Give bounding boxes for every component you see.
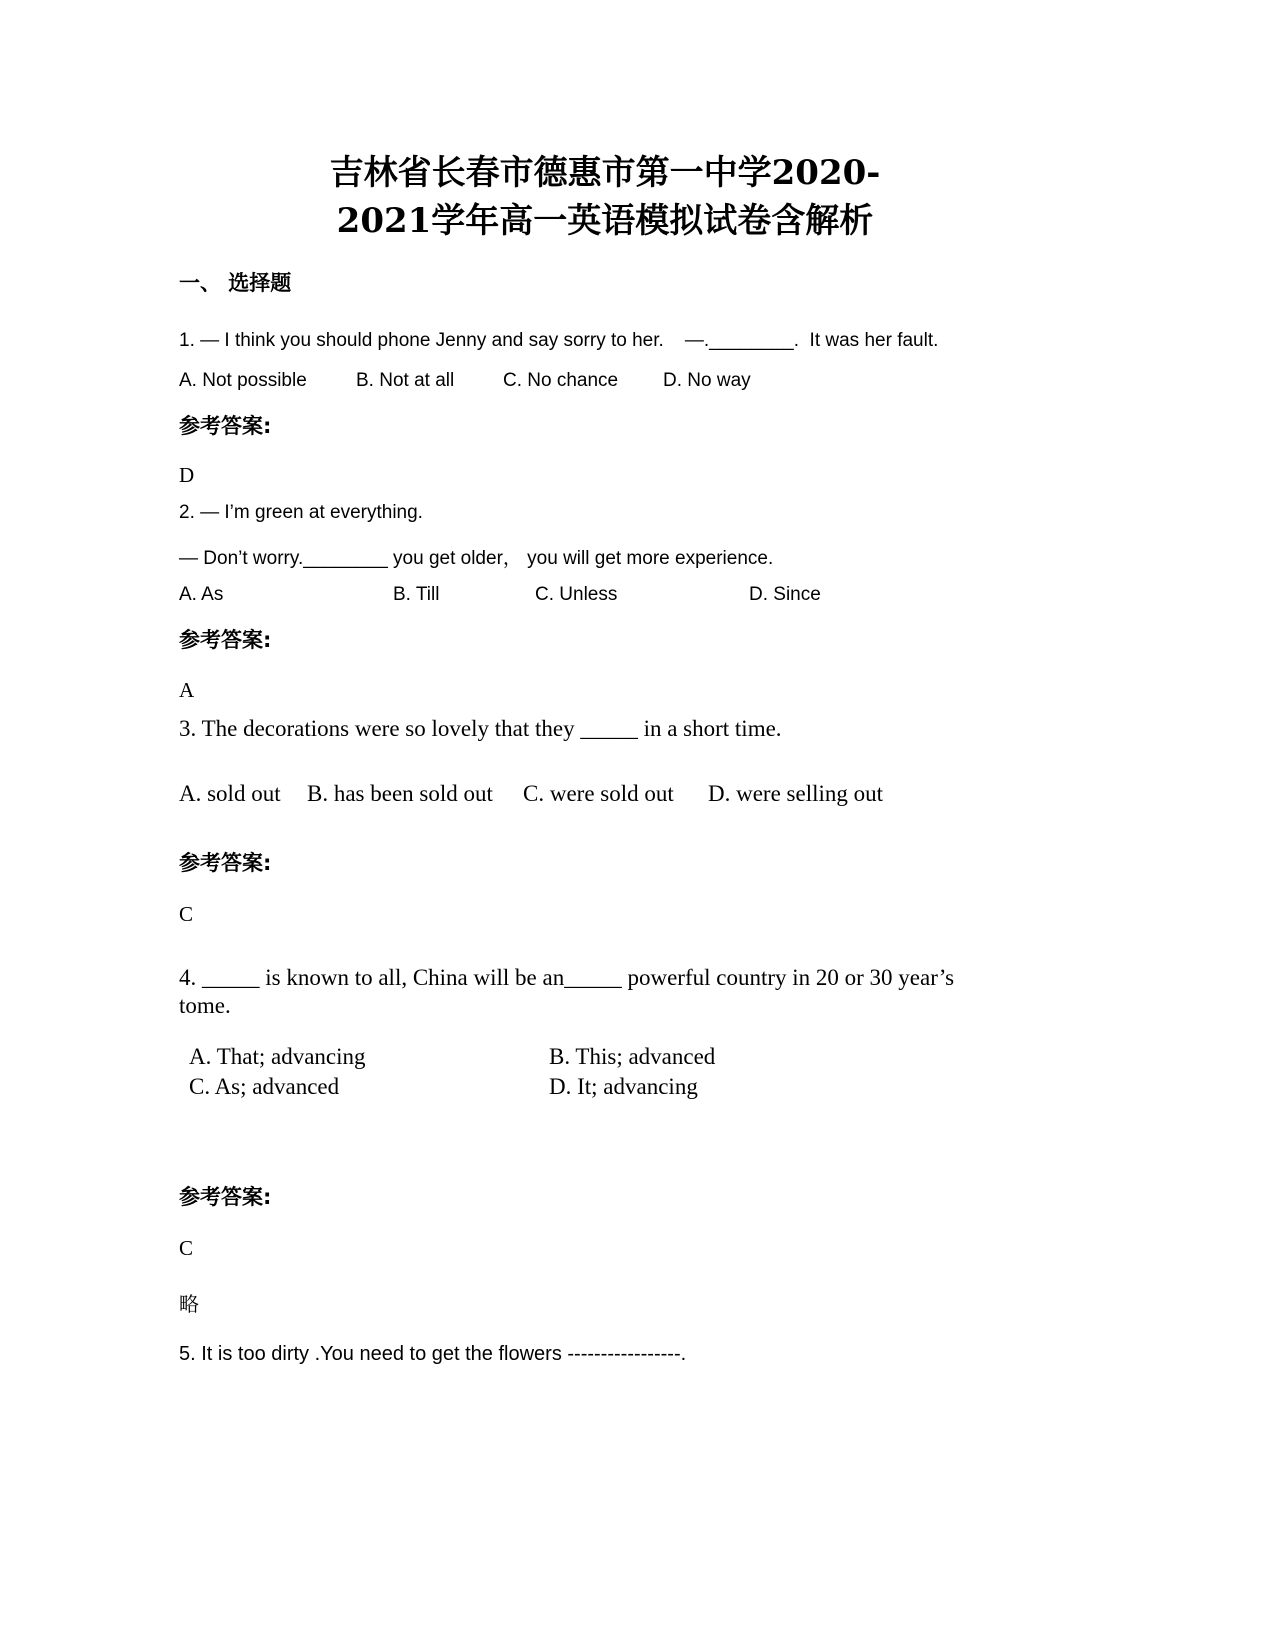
q1-option-d: D. No way: [663, 370, 751, 391]
question-1-stem: 1. — I think you should phone Jenny and say sorry to her. —.________. It was her fault.: [179, 330, 939, 351]
q1-option-c: C. No chance: [503, 370, 619, 391]
q4-answer: C: [179, 1236, 194, 1260]
question-2-stem-line-1: 2. — I’m green at everything.: [179, 502, 423, 523]
q4-option-b: B. This; advanced: [549, 1044, 716, 1069]
q3-option-b: B. has been sold out: [307, 781, 493, 806]
q2-option-c: C. Unless: [535, 584, 618, 605]
question-4-stem-line-1: 4. _____ is known to all, China will be an_____ powerful country in 20 or 30 year’s: [179, 965, 955, 990]
section-heading: 一、 选择题: [179, 271, 292, 295]
question-2-stem-line-2: — Don’t worry.________ you get older， you will get more experience.: [179, 548, 774, 569]
document-title-line-1: 吉林省长春市德惠市第一中学2020-: [329, 153, 881, 193]
q2-option-a: A. As: [179, 584, 224, 605]
q3-answer: C: [179, 902, 194, 926]
q4-option-c: C. As; advanced: [189, 1074, 340, 1099]
question-4-stem-line-2: tome.: [179, 993, 231, 1018]
q1-answer: D: [179, 463, 195, 487]
q2-answer-label: 参考答案:: [179, 628, 272, 652]
q3-option-a: A. sold out: [179, 781, 281, 806]
q3-option-c: C. were sold out: [523, 781, 674, 806]
document-title-line-2: 2021学年高一英语模拟试卷含解析: [336, 201, 874, 241]
q2-answer: A: [179, 678, 195, 702]
q4-answer-label: 参考答案:: [179, 1185, 272, 1209]
q3-answer-label: 参考答案:: [179, 851, 272, 875]
q1-option-b: B. Not at all: [356, 370, 455, 391]
question-3-stem: 3. The decorations were so lovely that they _____ in a short time.: [179, 716, 782, 741]
q2-option-d: D. Since: [749, 584, 821, 605]
q1-option-a: A. Not possible: [179, 370, 307, 391]
q2-option-b: B. Till: [393, 584, 440, 605]
question-5-stem: 5. It is too dirty .You need to get the flowers -----------------.: [179, 1343, 687, 1365]
q4-option-d: D. It; advancing: [549, 1074, 698, 1099]
q1-answer-label: 参考答案:: [179, 414, 272, 438]
q4-option-a: A. That; advancing: [189, 1044, 366, 1069]
q3-option-d: D. were selling out: [708, 781, 884, 806]
q4-answer-note: 略: [179, 1292, 199, 1316]
